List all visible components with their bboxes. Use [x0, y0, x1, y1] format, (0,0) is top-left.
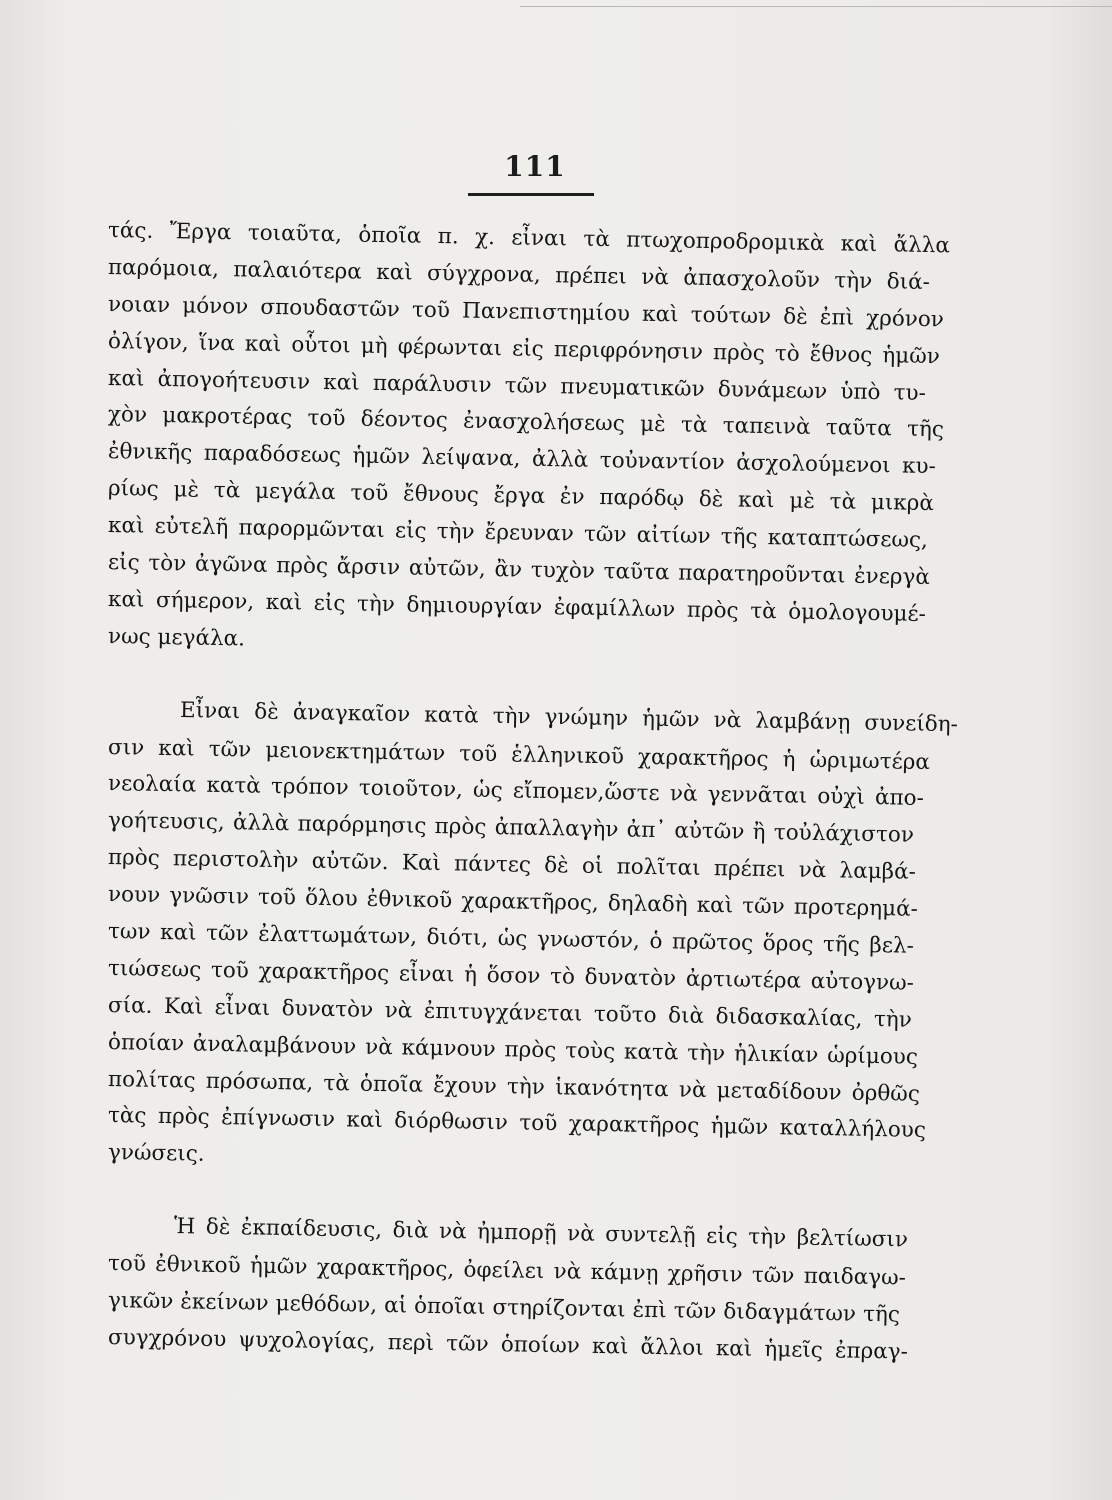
text-line: χὸν μακροτέρας τοῦ δέοντος ἐνασχολήσεως μὲ τὰ ταπεινὰ ταῦτα τῆς	[107, 402, 945, 443]
text-line: νως μεγάλα.	[107, 623, 246, 652]
text-line: καὶ ἀπογοήτευσιν καὶ παράλυσιν τῶν πνευματικῶν δυνάμεων ὑπὸ τυ-	[107, 365, 927, 406]
text-line: ὀλίγον, ἵνα καὶ οὗτοι μὴ φέρωνται εἰς περιφρόνησιν πρὸς τὸ ἔθνος ἡμῶν	[107, 328, 941, 369]
text-line: Ἡ δὲ ἐκπαίδευσις, διὰ νὰ ἠμπορῇ νὰ συντελῇ εἰς τὴν βελτίωσιν	[173, 1214, 909, 1253]
text-line: συγχρόνου ψυχολογίας, περὶ τῶν ὁποίων καὶ ἄλλοι καὶ ἡμεῖς ἐπραγ-	[107, 1324, 909, 1365]
text-line: ρίως μὲ τὰ μεγάλα τοῦ ἔθνους ἔργα ἐν παρόδῳ δὲ καὶ μὲ τὰ μικρὰ	[107, 476, 935, 517]
text-line: καὶ σήμερον, καὶ εἰς τὴν δημιουργίαν ἐφαμίλλων πρὸς τὰ ὁμολογουμέ-	[107, 586, 927, 627]
text-line: σιν καὶ τῶν μειονεκτημάτων τοῦ ἑλληνικοῦ χαρακτῆρος ἡ ὡριμωτέρα	[107, 734, 931, 775]
text-line: των καὶ τῶν ἐλαττωμάτων, διότι, ὡς γνωστόν, ὁ πρῶτος ὅρος τῆς βελ-	[107, 919, 915, 959]
text-line: γνώσεις.	[107, 1140, 205, 1168]
paragraph-spacing	[108, 1172, 948, 1209]
text-line: νεολαία κατὰ τρόπον τοιοῦτον, ὡς εἴπομεν,ὥστε νὰ γεννᾶται οὐχὶ ἀπο-	[107, 771, 925, 812]
text-line: τάς. Ἔργα τοιαῦτα, ὁποῖα π. χ. εἶναι τὰ πτωχοπροδρομικὰ καὶ ἄλλα	[107, 218, 951, 259]
page-top-edge	[520, 0, 1112, 7]
text-line: νουν γνῶσιν τοῦ ὅλου ἐθνικοῦ χαρακτῆρος, δηλαδὴ καὶ τῶν προτερημά-	[107, 882, 919, 922]
text-line: παρόμοια, παλαιότερα καὶ σύγχρονα, πρέπει νὰ ἀπασχολοῦν τὴν διά-	[107, 254, 931, 295]
paragraph-1	[107, 213, 951, 656]
paragraph-spacing	[108, 656, 948, 693]
text-line: σία. Καὶ εἶναι δυνατὸν νὰ ἐπιτυγχάνεται τοῦτο διὰ διδασκαλίας, τὴν	[107, 992, 913, 1033]
text-line: τὰς πρὸς ἐπίγνωσιν καὶ διόρθωσιν τοῦ χαρακτῆρος ἡμῶν καταλλήλους	[107, 1103, 927, 1144]
paragraph-3	[107, 1209, 948, 1365]
page-number-rule	[468, 193, 594, 196]
text-line: τιώσεως τοῦ χαρακτῆρος εἶναι ἡ ὅσον τὸ δυνατὸν ἀρτιωτέρα αὐτογνω-	[107, 955, 915, 996]
text-line: Εἶναι δὲ ἀναγκαῖον κατὰ τὴν γνώμην ἡμῶν νὰ λαμβάνῃ συνείδη-	[179, 697, 959, 737]
text-line: γικῶν ἐκείνων μεθόδων, αἱ ὁποῖαι στηρίζονται ἐπὶ τῶν διδαγμάτων τῆς	[107, 1288, 901, 1328]
text-line: πολίτας πρόσωπα, τὰ ὁποῖα ἔχουν τὴν ἱκανότητα νὰ μεταδίδουν ὀρθῶς	[107, 1066, 921, 1107]
text-line: ὁποίαν ἀναλαμβάνουν νὰ κάμνουν πρὸς τοὺς κατὰ τὴν ἡλικίαν ὡρίμους	[107, 1029, 919, 1070]
text-line: γοήτευσις, ἀλλὰ παρόρμησις πρὸς ἀπαλλαγὴν ἀπ᾿ αὐτῶν ἢ τοὐλάχιστον	[107, 808, 915, 849]
text-line: πρὸς περιστολὴν αὐτῶν. Καὶ πάντες δὲ οἱ πολῖται πρέπει νὰ λαμβά-	[107, 845, 917, 886]
body-text	[107, 213, 959, 1365]
text-line: τοῦ ἐθνικοῦ ἡμῶν χαρακτῆρος, ὀφείλει νὰ κάμνῃ χρῆσιν τῶν παιδαγω-	[107, 1251, 907, 1291]
text-line: νοιαν μόνον σπουδαστῶν τοῦ Πανεπιστημίου καὶ τούτων δὲ ἐπὶ χρόνον	[107, 291, 945, 333]
paragraph-2	[107, 693, 959, 1173]
page-number: 111	[504, 150, 566, 183]
text-line: ἐθνικῆς παραδόσεως ἡμῶν λείψανα, ἀλλὰ τοὐναντίον ἀσχολούμενοι κυ-	[107, 439, 937, 480]
text-line: εἰς τὸν ἀγῶνα πρὸς ἄρσιν αὐτῶν, ἂν τυχὸν ταῦτα παρατηροῦνται ἐνεργὰ	[107, 550, 931, 591]
text-line: καὶ εὐτελῆ παρορμῶνται εἰς τὴν ἔρευναν τῶν αἰτίων τῆς καταπτώσεως,	[107, 513, 929, 554]
